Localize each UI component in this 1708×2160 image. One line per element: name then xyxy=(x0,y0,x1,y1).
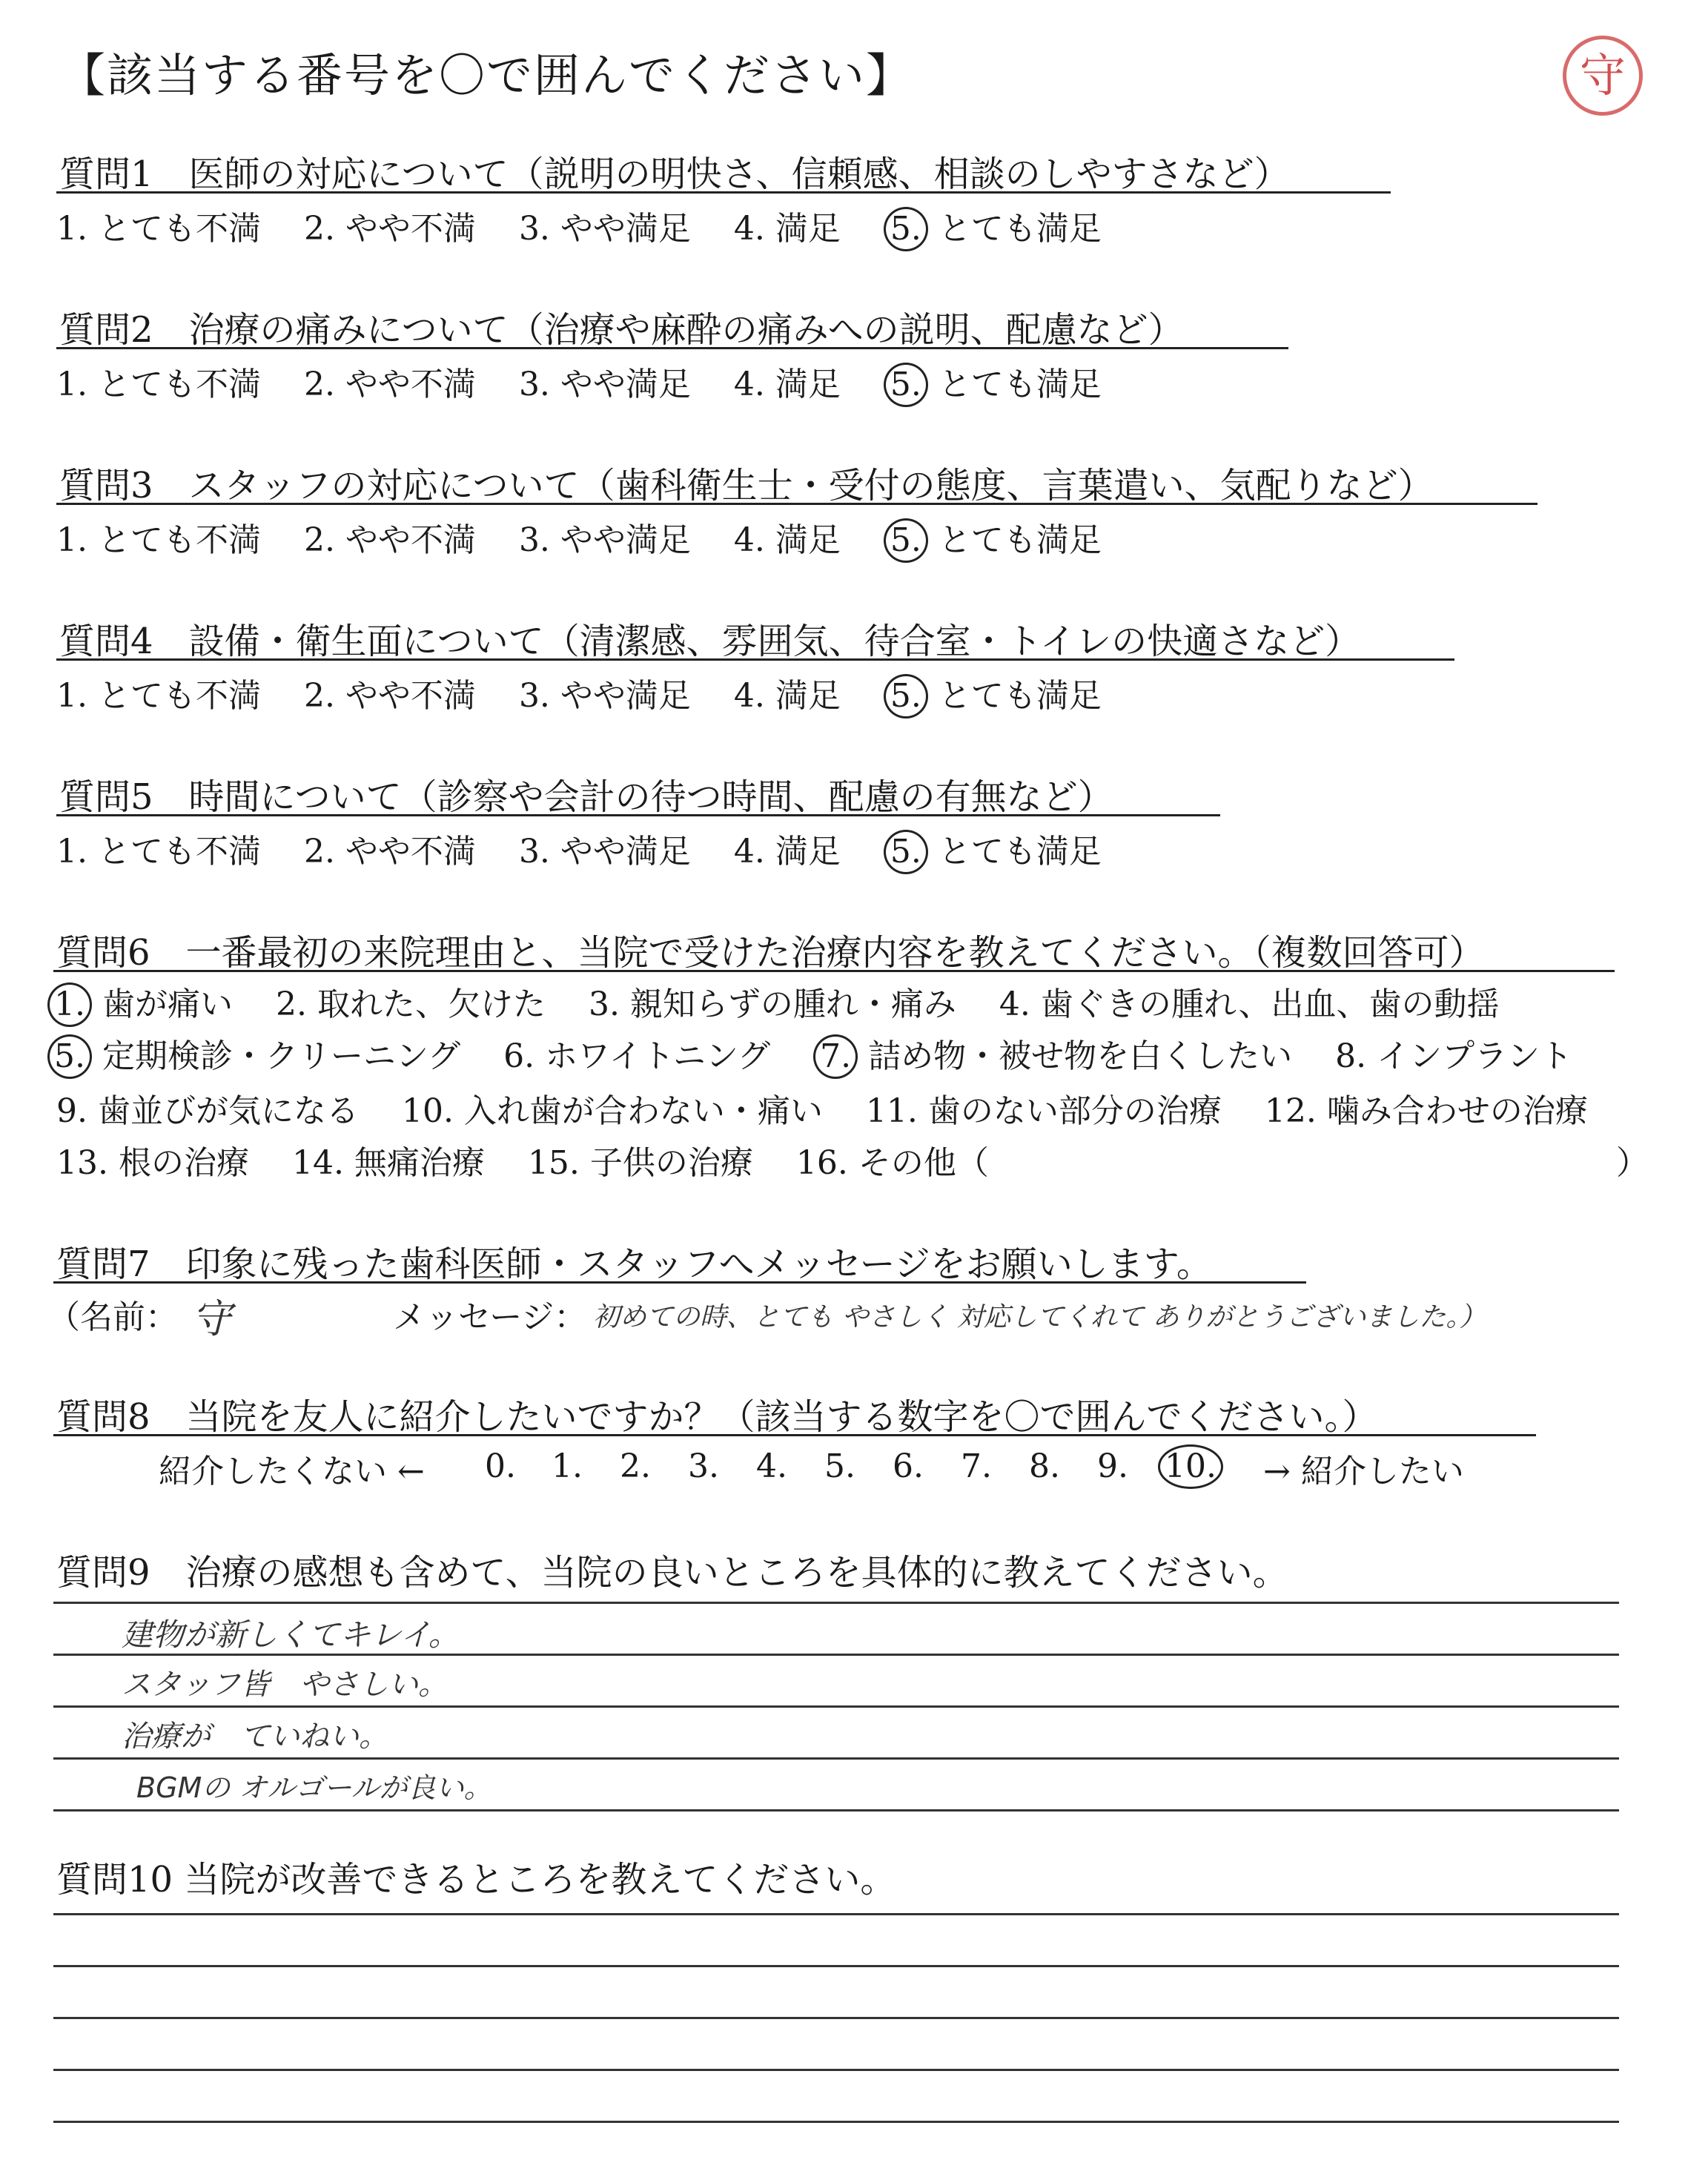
q6-opt-1-label: 歯が痛い xyxy=(102,985,233,1023)
q6-opt-7-circled[interactable]: 7. xyxy=(813,1034,858,1079)
q2-heading: 質問2 治療の痛みについて（治療や麻酔の痛みへの説明、配慮など） xyxy=(59,309,1184,351)
q10-rule-1 xyxy=(53,1965,1619,1967)
q3-heading: 質問3 スタッフの対応について（歯科衛生士・受付の態度、言葉遣い、気配りなど） xyxy=(59,465,1434,506)
q6-opt-9[interactable]: 9. 歯並びが気になる xyxy=(56,1092,359,1130)
q9-answer-3[interactable]: 治療が ていねい。 xyxy=(122,1720,388,1754)
q7-name-label: （名前： xyxy=(47,1298,178,1336)
q6-opt-3[interactable]: 3. 親知らずの腫れ・痛み xyxy=(588,985,956,1023)
q9-answer-4[interactable]: BGMの オルゴールが良い。 xyxy=(136,1771,492,1804)
q8-opt-2[interactable]: 2. xyxy=(620,1447,651,1485)
page-title: 【該当する番号を〇で囲んでください】 xyxy=(59,48,914,102)
q2-opt-3[interactable]: 3. やや満足 xyxy=(518,366,691,403)
q4-opt-2[interactable]: 2. やや不満 xyxy=(303,677,476,715)
q8-opt-1[interactable]: 1. xyxy=(552,1447,583,1485)
q7-message-label: メッセージ： xyxy=(393,1298,587,1336)
q6-opt-10[interactable]: 10. 入れ歯が合わない・痛い xyxy=(401,1092,823,1130)
q8-opt-7[interactable]: 7. xyxy=(961,1447,992,1485)
q1-opt-5-label: とても満足 xyxy=(938,210,1102,248)
q7-name-value[interactable]: 守 xyxy=(191,1295,231,1342)
q5-opt-4[interactable]: 4. 満足 xyxy=(733,833,841,871)
q9-rule-3 xyxy=(53,1757,1619,1760)
q6-opt-14[interactable]: 14. 無痛治療 xyxy=(291,1144,485,1182)
q4-options xyxy=(56,669,1102,719)
q2-opt-5-circled[interactable]: 5. xyxy=(884,363,928,407)
q10-heading: 質問10 当院が改善できるところを教えてください。 xyxy=(56,1859,896,1900)
q8-opt-6[interactable]: 6. xyxy=(893,1447,924,1485)
q4-opt-5-label: とても満足 xyxy=(938,677,1102,715)
q8-scale xyxy=(485,1444,1223,1489)
seal-stamp: 守 xyxy=(1563,36,1643,116)
q4-opt-5-circled[interactable]: 5. xyxy=(884,674,928,719)
q8-opt-5[interactable]: 5. xyxy=(824,1447,855,1485)
q4-underline xyxy=(56,658,1454,661)
q10-rule-3 xyxy=(53,2069,1619,2071)
q2-opt-1[interactable]: 1. とても不満 xyxy=(56,366,261,403)
q6-opt-15[interactable]: 15. 子供の治療 xyxy=(527,1144,753,1182)
q1-opt-5-circled[interactable]: 5. xyxy=(884,207,928,251)
q3-opt-4[interactable]: 4. 満足 xyxy=(733,521,841,559)
q3-opt-5-label: とても満足 xyxy=(938,521,1102,559)
q6-opt-12[interactable]: 12. 噛み合わせの治療 xyxy=(1264,1092,1588,1130)
q4-heading: 質問4 設備・衛生面について（清潔感、雰囲気、待合室・トイレの快適さなど） xyxy=(59,621,1361,662)
q6-opt-11[interactable]: 11. 歯のない部分の治療 xyxy=(865,1092,1222,1130)
q6-opt-6[interactable]: 6. ホワイトニング xyxy=(503,1037,771,1075)
q6-row-1 xyxy=(47,977,1500,1027)
q5-options xyxy=(56,825,1102,874)
q1-opt-3[interactable]: 3. やや満足 xyxy=(518,210,691,248)
q8-opt-8[interactable]: 8. xyxy=(1029,1447,1060,1485)
q1-opt-2[interactable]: 2. やや不満 xyxy=(303,210,476,248)
q8-opt-0[interactable]: 0. xyxy=(485,1447,516,1485)
q6-row-2 xyxy=(47,1029,1572,1079)
q6-opt-4[interactable]: 4. 歯ぐきの腫れ、出血、歯の動揺 xyxy=(999,985,1500,1023)
q9-answer-1[interactable]: 建物が新しくてキレイ。 xyxy=(122,1616,460,1653)
q3-opt-2[interactable]: 2. やや不満 xyxy=(303,521,476,559)
q1-heading: 質問1 医師の対応について（説明の明快さ、信頼感、相談のしやすさなど） xyxy=(59,153,1290,195)
q6-opt-8[interactable]: 8. インプラント xyxy=(1335,1037,1573,1075)
q8-left-label: 紹介したくない ← xyxy=(159,1453,425,1490)
q4-opt-1[interactable]: 1. とても不満 xyxy=(56,677,261,715)
q6-row-4 xyxy=(56,1136,989,1183)
q3-opt-1[interactable]: 1. とても不満 xyxy=(56,521,261,559)
q6-other-close: ） xyxy=(1616,1144,1649,1182)
q6-opt-2[interactable]: 2. 取れた、欠けた xyxy=(275,985,546,1023)
q8-heading: 質問8 当院を友人に紹介したいですか？（該当する数字を〇で囲んでください。） xyxy=(56,1396,1378,1438)
q5-underline xyxy=(56,814,1220,816)
q5-opt-1[interactable]: 1. とても不満 xyxy=(56,833,261,871)
q8-opt-4[interactable]: 4. xyxy=(756,1447,787,1485)
q3-opt-5-circled[interactable]: 5. xyxy=(884,518,928,563)
q2-opt-2[interactable]: 2. やや不満 xyxy=(303,366,476,403)
q6-opt-5-label: 定期検診・クリーニング xyxy=(102,1037,461,1075)
q3-opt-3[interactable]: 3. やや満足 xyxy=(518,521,691,559)
q10-rule-0 xyxy=(53,1913,1619,1915)
q1-opt-1[interactable]: 1. とても不満 xyxy=(56,210,261,248)
q2-options xyxy=(56,357,1102,407)
q9-heading: 質問9 治療の感想も含めて、当院の良いところを具体的に教えてください。 xyxy=(56,1552,1288,1593)
q9-rule-1 xyxy=(53,1654,1619,1656)
q8-right-label: → 紹介したい xyxy=(1263,1453,1464,1490)
q9-rule-4 xyxy=(53,1809,1619,1811)
q10-rule-2 xyxy=(53,2017,1619,2019)
q1-underline xyxy=(56,191,1391,194)
q5-opt-2[interactable]: 2. やや不満 xyxy=(303,833,476,871)
q7-message-value[interactable]: 初めての時、とても やさしく 対応してくれて ありがとうございました。） xyxy=(593,1302,1486,1332)
q3-underline xyxy=(56,503,1537,505)
q6-opt-13[interactable]: 13. 根の治療 xyxy=(56,1144,249,1182)
q7-heading: 質問7 印象に残った歯科医師・スタッフへメッセージをお願いします。 xyxy=(56,1244,1212,1285)
q6-opt-16[interactable]: 16. その他（ xyxy=(795,1144,989,1182)
q8-opt-3[interactable]: 3. xyxy=(688,1447,719,1485)
q8-opt-10-circled[interactable]: 10. xyxy=(1158,1444,1223,1489)
q6-opt-5-circled[interactable]: 5. xyxy=(47,1034,92,1079)
q5-opt-5-circled[interactable]: 5. xyxy=(884,830,928,874)
q1-opt-4[interactable]: 4. 満足 xyxy=(733,210,841,248)
q6-heading: 質問6 一番最初の来院理由と、当院で受けた治療内容を教えてください。（複数回答可） xyxy=(56,932,1485,974)
q4-opt-4[interactable]: 4. 満足 xyxy=(733,677,841,715)
q5-opt-3[interactable]: 3. やや満足 xyxy=(518,833,691,871)
q7-underline xyxy=(53,1281,1306,1284)
q2-opt-4[interactable]: 4. 満足 xyxy=(733,366,841,403)
q9-rule-0 xyxy=(53,1602,1619,1604)
q5-heading: 質問5 時間について（診察や会計の待つ時間、配慮の有無など） xyxy=(59,776,1113,818)
q2-opt-5-label: とても満足 xyxy=(938,366,1102,403)
q1-options xyxy=(56,202,1102,251)
q6-opt-1-circled[interactable]: 1. xyxy=(47,982,92,1027)
q4-opt-3[interactable]: 3. やや満足 xyxy=(518,677,691,715)
q6-underline xyxy=(53,970,1615,972)
q9-answer-2[interactable]: スタッフ皆 やさしい。 xyxy=(122,1668,448,1702)
q8-underline xyxy=(53,1434,1536,1436)
q3-options xyxy=(56,513,1102,563)
q9-rule-2 xyxy=(53,1705,1619,1708)
q8-opt-9[interactable]: 9. xyxy=(1097,1447,1128,1485)
q2-underline xyxy=(56,347,1288,349)
q5-opt-5-label: とても満足 xyxy=(938,833,1102,871)
q10-rule-4 xyxy=(53,2121,1619,2123)
q6-opt-7-label: 詰め物・被せ物を白くしたい xyxy=(868,1037,1293,1075)
q6-row-3 xyxy=(56,1084,1588,1132)
